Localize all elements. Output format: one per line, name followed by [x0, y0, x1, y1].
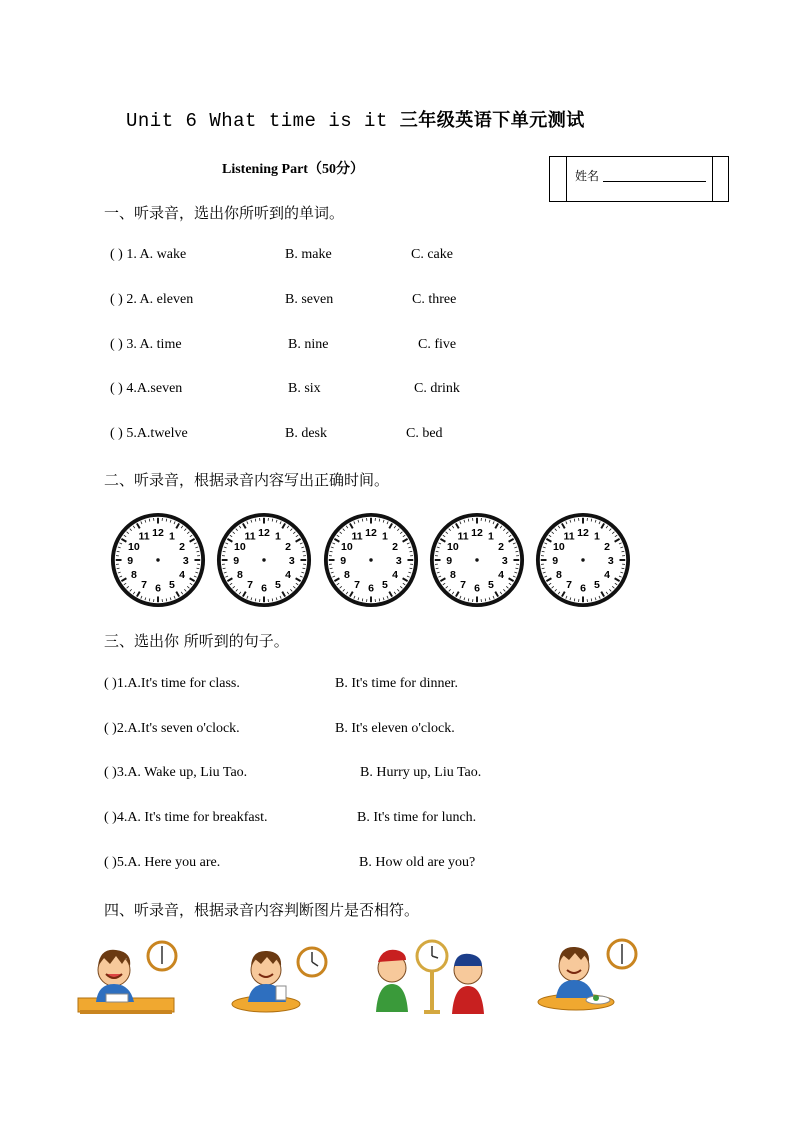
clock-number: 2 — [179, 540, 186, 553]
clock-number: 7 — [354, 578, 361, 591]
picture-1-kid-desk-clock — [76, 940, 186, 1020]
picture-3-two-kids-clock — [370, 938, 496, 1018]
clock-number: 3 — [501, 554, 508, 567]
clock-number: 11 — [457, 530, 469, 543]
part1-q2-b: B. seven — [285, 292, 334, 307]
clock-number: 1 — [168, 530, 175, 543]
clock-number: 7 — [566, 578, 573, 591]
clock-number: 4 — [285, 568, 292, 581]
clock-number: 3 — [182, 554, 189, 567]
clock-number: 10 — [553, 540, 565, 553]
clock-number: 4 — [604, 568, 611, 581]
clock-number: 3 — [288, 554, 295, 567]
part1-q2-c: C. three — [412, 292, 457, 307]
clock-number: 5 — [168, 578, 175, 591]
picture-4-kid-lunch-clock — [536, 938, 646, 1018]
clock-number: 10 — [234, 540, 246, 553]
clock-number: 8 — [130, 568, 137, 581]
section-1-heading: 一、听录音，选出你所听到的单词。 — [104, 204, 345, 222]
clock-number: 10 — [341, 540, 353, 553]
clock-face-2 — [216, 512, 312, 608]
clock-number: 7 — [460, 578, 467, 591]
clock-face-5 — [535, 512, 631, 608]
clock-number: 4 — [179, 568, 186, 581]
clock-number: 1 — [274, 530, 281, 543]
part1-q5-c: C. bed — [406, 426, 443, 441]
part1-q1-b: B. make — [285, 247, 332, 262]
clock-number: 8 — [236, 568, 243, 581]
part1-q2-a: ( ) 2. A. eleven — [110, 292, 194, 307]
clock-number: 6 — [155, 582, 161, 595]
clock-number: 9 — [233, 554, 240, 567]
name-blank-line[interactable] — [603, 181, 706, 182]
title-en: Unit 6 What time is it — [126, 110, 388, 132]
part1-q4-c: C. drink — [414, 381, 460, 396]
section-2-heading: 二、听录音，根据录音内容写出正确时间。 — [104, 471, 390, 489]
clock-number: 12 — [471, 527, 483, 539]
clock-number: 8 — [555, 568, 562, 581]
clock-center — [581, 558, 584, 561]
clock-number: 11 — [138, 530, 150, 543]
clock-number: 11 — [351, 530, 363, 543]
part1-q1-c: C. cake — [411, 247, 453, 262]
name-label: 姓名 — [575, 169, 600, 183]
clock-number: 6 — [368, 582, 374, 595]
clock-number: 5 — [381, 578, 388, 591]
clock-number: 11 — [244, 530, 256, 543]
clock-number: 12 — [258, 527, 270, 539]
part1-q5-a: ( ) 5.A.twelve — [110, 426, 188, 441]
clock-center — [156, 558, 159, 561]
subtitle: Listening Part（50分） — [222, 162, 364, 177]
clock-number: 10 — [447, 540, 459, 553]
part1-q1-a: ( ) 1. A. wake — [110, 247, 187, 262]
name-box-inner — [566, 157, 713, 201]
part3-q5-b: B. How old are you? — [359, 855, 476, 870]
part3-q4-a: ( )4.A. It's time for breakfast. — [104, 810, 268, 825]
part3-q5-a: ( )5.A. Here you are. — [104, 855, 221, 870]
clock-number: 1 — [381, 530, 388, 543]
clock-number: 7 — [141, 578, 148, 591]
clock-number: 5 — [274, 578, 281, 591]
title-cn: 三年级英语下单元测试 — [399, 110, 585, 131]
clock-number: 2 — [285, 540, 292, 553]
clock-number: 10 — [128, 540, 140, 553]
clock-number: 4 — [392, 568, 399, 581]
clock-center — [369, 558, 372, 561]
part3-q3-b: B. Hurry up, Liu Tao. — [360, 765, 482, 780]
part1-q3-b: B. nine — [288, 337, 329, 352]
part3-q1-a: ( )1.A.It's time for class. — [104, 676, 240, 691]
clock-center — [262, 558, 265, 561]
clock-number: 12 — [152, 527, 164, 539]
clock-face-3 — [323, 512, 419, 608]
part1-q5-b: B. desk — [285, 426, 327, 441]
picture-2-kid-breakfast-clock — [230, 944, 340, 1020]
clock-number: 3 — [607, 554, 614, 567]
part1-q4-b: B. six — [288, 381, 321, 396]
clock-number: 2 — [604, 540, 611, 553]
clock-number: 8 — [449, 568, 456, 581]
page-title — [126, 106, 585, 132]
clock-number: 1 — [593, 530, 600, 543]
part1-q4-a: ( ) 4.A.seven — [110, 381, 183, 396]
clock-number: 5 — [593, 578, 600, 591]
clock-number: 6 — [261, 582, 267, 595]
part3-q4-b: B. It's time for lunch. — [357, 810, 477, 825]
name-box — [549, 156, 729, 202]
part3-q3-a: ( )3.A. Wake up, Liu Tao. — [104, 765, 248, 780]
section-3-heading: 三、选出你 所听到的句子。 — [104, 632, 289, 650]
clock-number: 11 — [563, 530, 575, 543]
part3-q2-a: ( )2.A.It's seven o'clock. — [104, 721, 240, 736]
part3-q2-b: B. It's eleven o'clock. — [335, 721, 455, 736]
clock-number: 9 — [552, 554, 559, 567]
part1-q3-a: ( ) 3. A. time — [110, 337, 182, 352]
part3-q1-b: B. It's time for dinner. — [335, 676, 459, 691]
clock-face-1 — [110, 512, 206, 608]
clock-number: 2 — [498, 540, 505, 553]
clock-number: 9 — [446, 554, 453, 567]
clock-number: 2 — [392, 540, 399, 553]
clock-number: 6 — [474, 582, 480, 595]
clock-number: 12 — [365, 527, 377, 539]
part1-q3-c: C. five — [418, 337, 457, 352]
clock-number: 8 — [343, 568, 350, 581]
clock-number: 3 — [395, 554, 402, 567]
clock-number: 9 — [340, 554, 347, 567]
clock-number: 7 — [247, 578, 254, 591]
clock-number: 6 — [580, 582, 586, 595]
clock-number: 1 — [487, 530, 494, 543]
section-4-heading: 四、听录音，根据录音内容判断图片是否相符。 — [104, 901, 420, 919]
clock-face-4 — [429, 512, 525, 608]
clock-number: 9 — [127, 554, 134, 567]
clock-center — [475, 558, 478, 561]
clock-number: 4 — [498, 568, 505, 581]
clock-number: 12 — [577, 527, 589, 539]
clock-number: 5 — [487, 578, 494, 591]
